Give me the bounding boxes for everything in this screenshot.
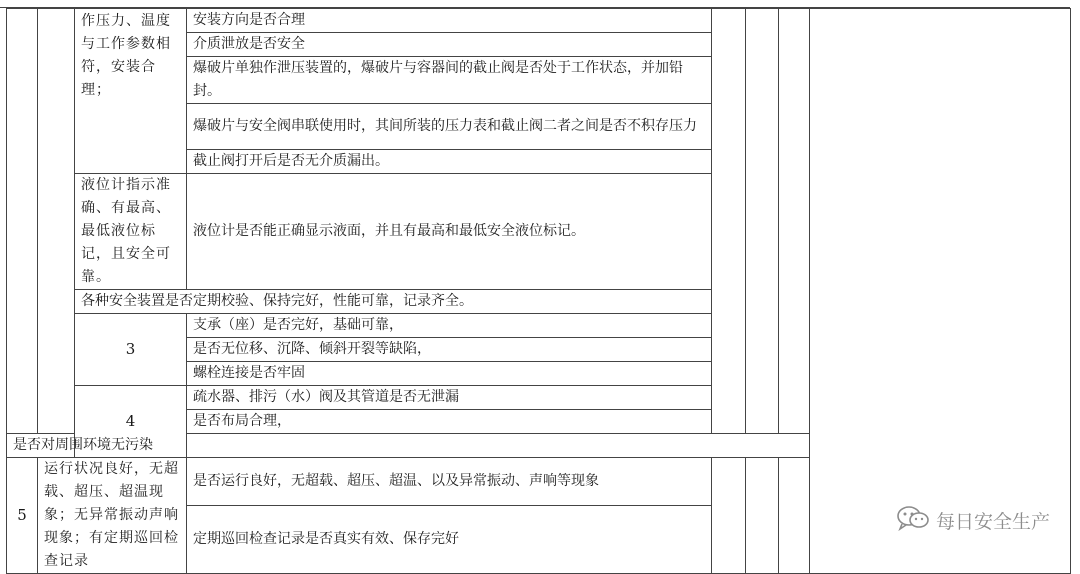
section-number-3: 3 xyxy=(75,314,187,386)
wechat-icon xyxy=(896,505,930,536)
detail-cell: 是否布局合理， xyxy=(187,410,779,434)
check-cell xyxy=(712,458,746,574)
detail-cell: 介质泄放是否安全 xyxy=(187,33,712,57)
detail-cell: 是否对周围环境无污染 xyxy=(7,434,187,458)
detail-cell: 定期巡回检查记录是否真实有效、保存完好 xyxy=(187,505,712,573)
watermark xyxy=(896,505,1050,536)
item-cell xyxy=(38,9,75,434)
detail-cell: 支承（座）是否完好，基础可靠， xyxy=(187,314,779,338)
detail-cell: 螺栓连接是否牢固 xyxy=(187,362,779,386)
detail-cell: 截止阀打开后是否无介质漏出。 xyxy=(187,150,712,174)
section-number-cell xyxy=(7,9,38,434)
watermark-text: 每日安全生产 xyxy=(935,511,1050,533)
detail-cell: 液位计是否能正确显示液面，并且有最高和最低安全液位标记。 xyxy=(187,174,712,290)
detail-cell: 是否无位移、沉降、倾斜开裂等缺陷， xyxy=(187,338,779,362)
detail-cell: 安装方向是否合理 xyxy=(187,9,712,33)
sub-item-cell: 作压力、温度与工作参数相符，安装合理； xyxy=(75,9,187,174)
sub-item-cell: 运行状况良好，无超载、超压、超温现象；无异常振动声响现象；有定期巡回检查记录 xyxy=(38,458,187,574)
section-number-5: 5 xyxy=(7,458,38,574)
detail-cell: 是否运行良好，无超载、超压、超温、以及异常振动、声响等现象 xyxy=(187,458,712,506)
remarks-cell xyxy=(810,9,1071,574)
check-cell xyxy=(779,458,810,574)
inspection-checklist-table xyxy=(6,8,1071,574)
detail-cell: 爆破片与安全阀串联使用时，其间所装的压力表和截止阀二者之间是否不积存压力 xyxy=(187,104,712,150)
check-cell xyxy=(746,458,779,574)
section-number-4: 4 xyxy=(75,386,187,458)
table-row xyxy=(7,9,1071,33)
detail-cell: 疏水器、排污（水）阀及其管道是否无泄漏 xyxy=(187,386,779,410)
detail-cell: 爆破片单独作泄压装置的，爆破片与容器间的截止阀是否处于工作状态，并加铅封。 xyxy=(187,57,712,104)
check-cell xyxy=(779,9,810,434)
sub-item-cell: 液位计指示准确、有最高、最低液位标记，且安全可靠。 xyxy=(75,174,187,290)
detail-cell: 各种安全装置是否定期校验、保持完好，性能可靠，记录齐全。 xyxy=(75,290,712,314)
